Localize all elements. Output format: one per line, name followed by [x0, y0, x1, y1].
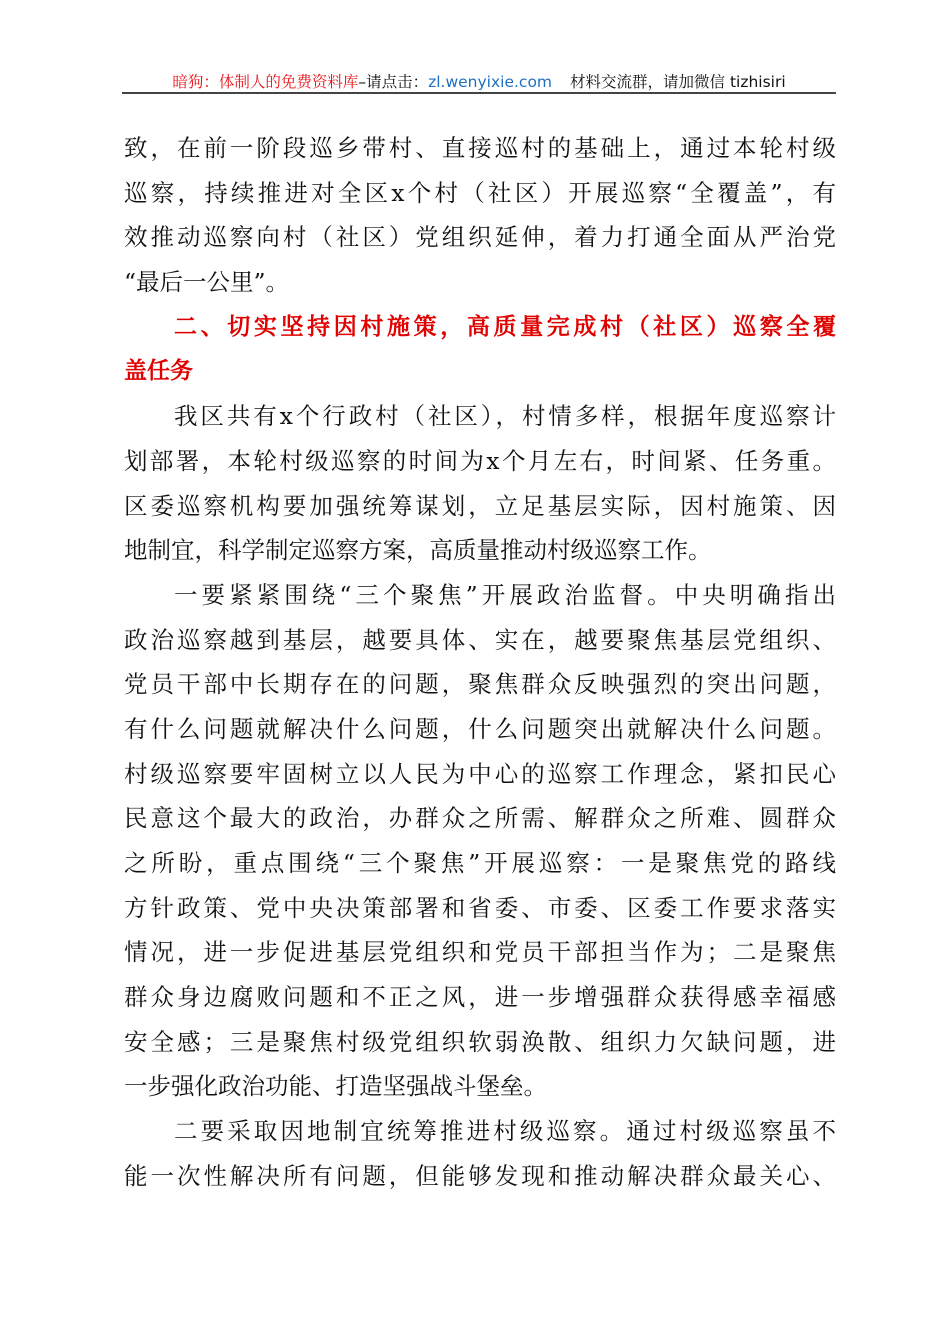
text-line: 政治巡察越到基层，越要具体、实在，越要聚焦基层党组织、 [124, 625, 836, 654]
section-heading-line: 盖任务 [124, 358, 193, 385]
text-line: 能一次性解决所有问题，但能够发现和推动解决群众最关心、 [124, 1161, 836, 1190]
text-line: 二要采取因地制宜统筹推进村级巡察。通过村级巡察虽不 [174, 1117, 836, 1146]
document-body [124, 126, 836, 1199]
text-line: 方针政策、党中央决策部署和省委、市委、区委工作要求落实 [124, 893, 836, 922]
text-line: 之所盼，重点围绕“三个聚焦”开展巡察：一是聚焦党的路线 [124, 849, 836, 877]
text-line: 情况，进一步促进基层党组织和党员干部担当作为；二是聚焦 [124, 938, 836, 967]
text-line: 民意这个最大的政治，办群众之所需、解群众之所难、圆群众 [124, 804, 836, 833]
section-heading-line: 二、切实坚持因村施策，高质量完成村（社区）巡察全覆 [174, 313, 836, 340]
header-contact: 材料交流群，请加微信 tizhisiri [570, 73, 786, 91]
text-line: 有什么问题就解决什么问题，什么问题突出就解决什么问题。 [124, 714, 836, 743]
text-line: 地制宜，科学制定巡察方案，高质量推动村级巡察工作。 [124, 536, 712, 565]
text-line: “最后一公里”。 [124, 268, 290, 297]
text-line: 安全感；三是聚焦村级党组织软弱涣散、组织力欠缺问题，进 [124, 1027, 836, 1056]
text-line: 群众身边腐败问题和不正之风，进一步增强群众获得感幸福感 [124, 983, 836, 1012]
header-click-prompt: –请点击： [358, 73, 429, 91]
header-link[interactable]: zl.wenyixie.com [428, 73, 553, 91]
text-line: 一要紧紧围绕“三个聚焦”开展政治监督。中央明确指出 [174, 580, 836, 609]
text-line: 一步强化政治功能、打造坚强战斗堡垒。 [124, 1072, 547, 1101]
text-line: 党员干部中长期存在的问题，聚焦群众反映强烈的突出问题， [124, 670, 836, 699]
text-line: 我区共有x个行政村（社区），村情多样，根据年度巡察计 [174, 402, 836, 431]
text-line: 效推动巡察向村（社区）党组织延伸，着力打通全面从严治党 [124, 223, 836, 252]
header-divider [122, 92, 836, 94]
text-line: 划部署，本轮村级巡察的时间为x个月左右，时间紧、任务重。 [124, 446, 836, 475]
header-source: 暗狗：体制人的免费资料库 [172, 73, 359, 91]
text-line: 巡察，持续推进对全区x个村（社区）开展巡察“全覆盖”，有 [124, 178, 836, 207]
text-line: 致，在前一阶段巡乡带村、直接巡村的基础上，通过本轮村级 [124, 134, 836, 162]
text-line: 区委巡察机构要加强统筹谋划，立足基层实际，因村施策、因 [124, 491, 836, 520]
text-line: 村级巡察要牢固树立以人民为中心的巡察工作理念，紧扣民心 [124, 759, 836, 788]
page-header [122, 70, 836, 92]
